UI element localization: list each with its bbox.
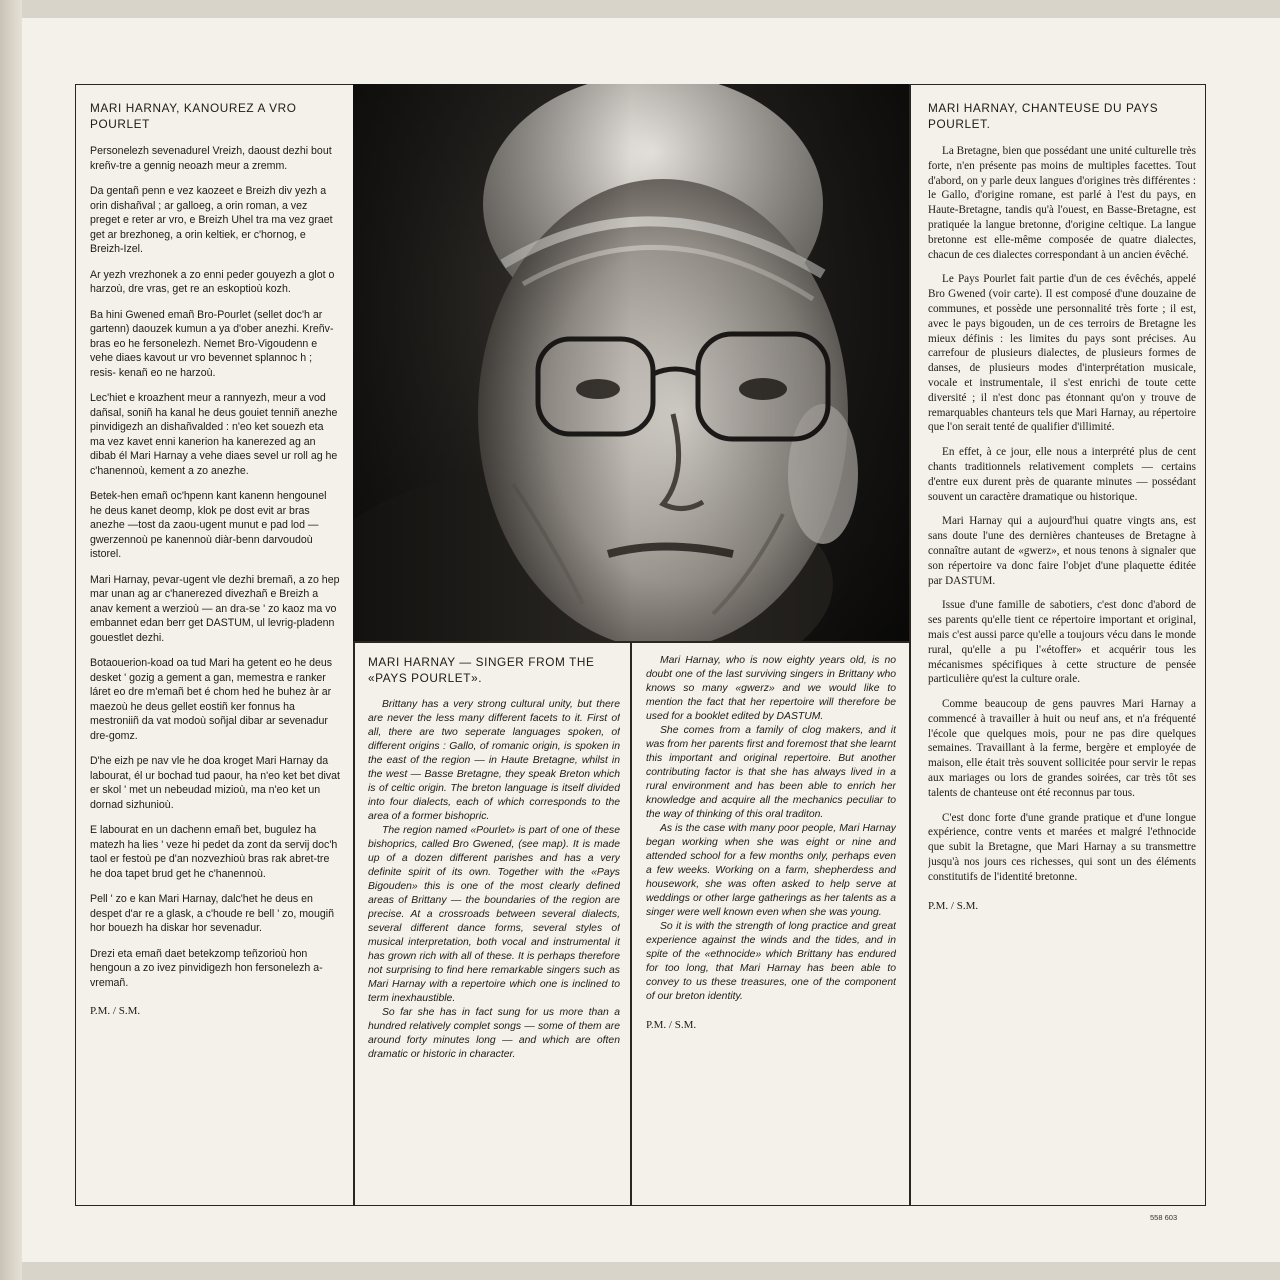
paragraph: Comme beaucoup de gens pauvres Mari Harnay a commencé à travailler à huit ou neuf ans, et n'a fréquenté l'école que quelques mois, pour ne pas dire quelques semaines. Travaillant à la ferme, bergère et employée de maison, elle était très souvent sollicitée pour servir le repas aux mariages ou lors de grandes soirées, car très tôt ses talents de chanteuse ont été reconnus par tous. <box>928 698 1196 799</box>
paragraph: Mari Harnay, who is now eighty years old, is no doubt one of the last surviving singers in Brittany who knows so many «gwerz» and we would like to mention the fact that her repertoire will therefore be used for a booklet edited by DASTUM. <box>646 655 896 722</box>
paragraph: As is the case with many poor people, Mari Harnay began working when she was eight or nine and attended school for a few months only, perhaps even a few weeks. Working on a farm, shepherdess and housework, she was often asked to help serve at weddings or other large gatherings as her talents as a singer were well known even when she was young. <box>646 823 896 918</box>
paragraph: Ba hini Gwened emañ Bro-Pourlet (sellet doc'h ar gartenn) daouzek kumun a ya d'ober anezhi. Kreñv-bras eo he fersonelezh. Nemet Bro-Vigoudenn e vehe diaes kavout ur vro bevennet splannoc h ; resis- kenañ eo ne harzoù. <box>90 308 334 379</box>
paragraph: Pell ' zo e kan Mari Harnay, dalc'het he deus en despet d'ar re a glask, a c'houde re bell ' zo, mougiñ hor bouezh ha diskar hor sevenadur. <box>90 893 334 934</box>
paragraph: Lec'hiet e kroazhent meur a rannyezh, meur a vod dañsal, soniñ ha kanal he deus gouiet tenniñ anezhe pinvidigezh an dishañvalded : n'eo ket souezh eta ma vez kavet enni kanerion ha kanerezed ag an dibab él Mari Harnay a vehe diaes sevel ur roll ag he c'hanennoù, kement a zo anezhe. <box>90 392 338 477</box>
paragraph: Botaouerion-koad oa tud Mari ha getent eo he deus desket ' gozig a gement a gan, memestra e ranker láret eo dre m'emañ bet é chom hed he buhez àr ar maezoù he deus gellet eostiñ ker fonnus ha mestroniiñ da vat modoù soñjal dibar ar sevenadur dre-gomz. <box>90 657 333 742</box>
paragraph: Mari Harnay qui a aujourd'hui quatre vingts ans, est sans doute l'une des dernières chanteuses de Bretagne à connaître autant de «gwerz», et nous tenons à signaler que son répertoire va donc faire l'objet d'une plaquette éditée par DASTUM. <box>928 515 1196 587</box>
english-text-2 <box>646 654 896 1004</box>
paragraph: Issue d'une famille de sabotiers, c'est donc d'abord de ses parents qu'elle tient ce répertoire important et original, mais c'est aussi parce qu'elle a toujours vécu dans le monde rural, qu'elle a pu l'«étoffer» et acquérir tous les mécanismes spécifiques à cette structure de pensée particulière qu'est la culture orale. <box>928 599 1196 686</box>
english-column-2 <box>646 654 896 1199</box>
french-title: MARI HARNAY, CHANTEUSE DU PAYS POURLET. <box>928 101 1159 131</box>
paragraph: Le Pays Pourlet fait partie d'un de ces évêchés, appelé Bro Gwened (voir carte). Il est composé d'une douzaine de communes, et possède une personnalité très forte ; il est, avec le pays bigouden, un de ces terroirs de Bretagne les mieux définis : les limites du pays sont précises. Au carrefour de plusieurs dialectes, de plusieurs formes de danses, de plusieurs modes d'interprétation musicale, vocale et instrumentale, il s'est enrichi de toute cette diversité ; il n'est donc pas étonnant qu'on y trouve de remarquables chanteurs tels que Mari Harnay, au répertoire que l'on serait tenté de qualifier d'illimité. <box>928 273 1196 434</box>
divider-photo-bottom <box>353 641 910 643</box>
french-signature: P.M. / S.M. <box>928 899 979 912</box>
french-text <box>928 144 1196 885</box>
paragraph: En effet, à ce jour, elle nous a interprété plus de cent chants traditionnels relativement complets — certains d'entre eux durent près de quarante minutes — possédant souvent un caractère dramatique ou historique. <box>928 446 1196 503</box>
paragraph: Betek-hen emañ oc'hpenn kant kanenn hengounel he deus kanet deomp, klok pe dost evit ar bras anezhe —tost da zaou-ugent munut e pad lod — gwerzennoù pe kanennoù diàr-benn darvoudoù istorel. <box>90 490 327 560</box>
divider-middle <box>630 641 632 1206</box>
paragraph: She comes from a family of clog makers, and it was from her parents first and foremost that she learnt this important and original repertoire. But another contributing factor is that she has always lived in a rural environment and has been able to enrich her knowledge and acquire all the mechanics peculiar to the way of thinking of this oral traditon. <box>646 725 896 820</box>
paragraph: Brittany has a very strong cultural unity, but there are never the less many different facets to it. First of all, there are two seperate languages spoken, of different origins : Gallo, of romanic origin, is spoken in the east of the region — in Haute Bretagne, whilst in the west — Basse Bretagne, they speak Breton which is of celtic origin. The breton language is itself divided into four dialects, each of which corresponds to the area of a former bishopric. <box>368 699 620 822</box>
breton-signature: P.M. / S.M. <box>90 1005 141 1017</box>
portrait-image <box>353 84 909 641</box>
paragraph: E labourat en un dachenn emañ bet, bugulez ha matezh ha lies ' veze hi pedet da zont da servij doc'h taol er festoù pe d'an nozvezhioù bras rak abret-tre he doa tapet brud get he c'hanennoù. <box>90 824 338 880</box>
portrait-photo <box>353 84 909 641</box>
paragraph: Da gentañ penn e vez kaozeet e Breizh div yezh a orin dishañval ; ar galloeg, a orin roman, a vez preget e reter ar vro, e Breizh Uhel tra ma vez graet get ar brezhoneg, a orin keltiek, er c'hornog, e Breizh-Izel. <box>90 185 333 255</box>
english-column-1 <box>368 654 620 1199</box>
paragraph: So far she has in fact sung for us more than a hundred relatively complet songs — some of them are around forty minutes long — and which are often dramatic or historic in character. <box>368 1007 620 1060</box>
sleeve-spine <box>0 0 22 1280</box>
catalog-number: 558 603 <box>1150 1213 1178 1222</box>
english-signature: P.M. / S.M. <box>646 1019 697 1031</box>
breton-title: MARI HARNAY, KANOUREZ A VRO POURLET <box>90 101 297 131</box>
breton-column <box>90 100 340 1200</box>
paragraph: Mari Harnay, pevar-ugent vle dezhi bremañ, a zo hep mar unan ag ar c'hanerezed divezhañ e Breizh a anav kement a werzioù — an dra-se ' zo kaoz ma vo embannet edan berr get DASTUM, ul levrig-pladenn gouestlet dezhi. <box>90 573 340 644</box>
paragraph: So it is with the strength of long practice and great experience against the winds and the tides, and in spite of the «ethnocide» which Brittany has endured for too long, that Mari Harnay has been able to convey to us these treasures, one of the component of our breton identity. <box>646 921 896 1002</box>
english-title: MARI HARNAY — SINGER FROM THE «PAYS POURLET». <box>368 655 595 685</box>
french-column <box>928 100 1196 1200</box>
paragraph: Personelezh sevenadurel Vreizh, daoust dezhi bout kreñv-tre a gennig neoazh meur a zremm. <box>90 145 332 172</box>
divider-right <box>909 84 911 1206</box>
paragraph: Ar yezh vrezhonek a zo enni peder gouyezh a glot o harzoù, dre vras, get re an eskoptioù kozh. <box>90 268 335 295</box>
english-text-1 <box>368 698 620 1062</box>
paragraph: The region named «Pourlet» is part of one of these bishoprics, called Bro Gwened, (see map). It is made up of a dozen different parishes and has a very definite spirit of its own. Together with the «Pays Bigouden» this is one of the most clearly defined areas of Brittany — the boundaries of the region are precise. At a crossroads between several dialects, several different dance forms, several styles of musical interpretation, both vocal and instrumental it has grown rich with all of these. It is perhaps therefore not surprising to find here remarkable singers such as Mari Harnay with a repertoire which one is inclined to term inexhaustible. <box>368 825 620 1004</box>
paragraph: Drezi eta emañ daet betekzomp teñzorioù hon hengoun a zo ivez pinvidigezh hon fersonelezh a-vremañ. <box>90 947 323 989</box>
breton-text <box>90 144 340 990</box>
paragraph: D'he eizh pe nav vle he doa kroget Mari Harnay da labourat, él ur bochad tud paour, ha n'eo ket bet divat er skol ' met un nebeudad mizioù, ma n'eo ket un dornad sizhunioù. <box>90 755 340 811</box>
paragraph: La Bretagne, bien que possédant une unité culturelle très forte, n'en présente pas moins de multiples facettes. Tout d'abord, on y parle deux langues d'origines très différentes : le Gallo, d'origine romane, est parlé à l'est du pays, en Haute-Bretagne, tandis qu'à l'ouest, en Basse-Bretagne, est pratiquée la langue bretonne, d'origine celtique. La langue bretonne est elle-même composée de quatre dialectes, chacun de ces dialectes correspondant à un ancien évêché. <box>928 145 1196 261</box>
paragraph: C'est donc forte d'une grande pratique et d'une longue expérience, contre vents et marées et malgré l'ethnocide que subit la Bretagne, que Mari Harnay a su transmettre jusqu'à nos jours ces richesses, qui sont un des éléments constitutifs de l'identité bretonne. <box>928 811 1196 883</box>
